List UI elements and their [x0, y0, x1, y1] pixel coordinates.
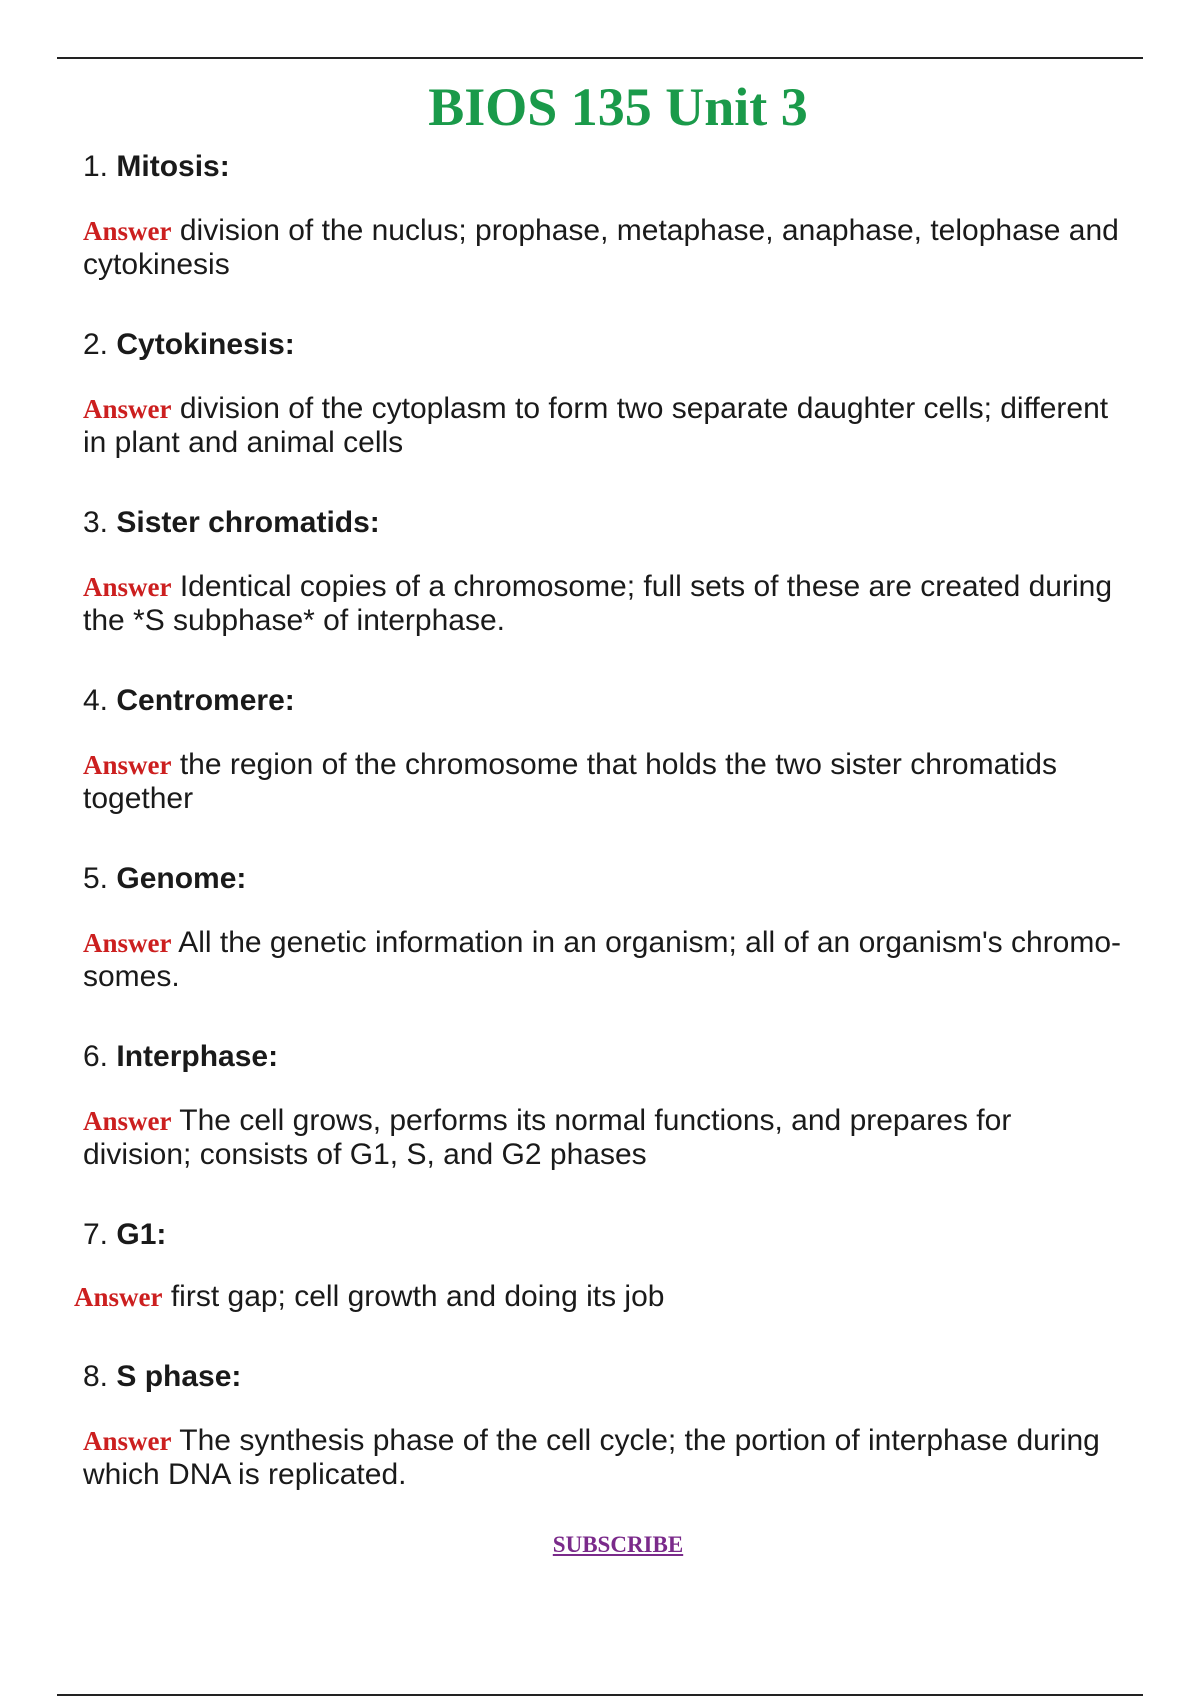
answer — [74, 1280, 1128, 1314]
question-term: S phase: — [116, 1360, 242, 1393]
question-term: Centromere: — [116, 684, 295, 717]
answer-label: Answer — [83, 216, 172, 246]
top-divider — [57, 57, 1143, 59]
answer-text: division of the cytoplasm to form two separate daughter cells; different in plant and animal cells — [83, 392, 1109, 459]
page-title: BIOS 135 Unit 3 — [428, 77, 808, 137]
answer-label: Answer — [83, 750, 172, 780]
question-number: 2. — [83, 328, 109, 361]
question — [83, 1214, 1128, 1256]
answer — [83, 1424, 1128, 1492]
question-number: 8. — [83, 1360, 109, 1393]
answer-label: Answer — [83, 1426, 172, 1456]
answer — [83, 214, 1128, 282]
qa-item — [83, 1036, 1128, 1214]
question-term: Genome: — [116, 862, 247, 895]
question-number: 7. — [83, 1218, 109, 1251]
answer-label: Answer — [83, 1106, 172, 1136]
question — [83, 680, 1128, 722]
question — [83, 324, 1128, 366]
question-number: 1. — [83, 150, 109, 183]
qa-list — [74, 146, 1128, 1534]
qa-item — [83, 146, 1128, 324]
answer-text: the region of the chromosome that holds the two sister chromatids together — [83, 748, 1057, 815]
question-term: Cytokinesis: — [116, 328, 295, 361]
answer-text: Identical copies of a chromosome; full sets of these are created during the *S subphase* of interphase. — [83, 570, 1113, 637]
question-term: G1: — [116, 1218, 167, 1251]
answer-text: All the genetic information in an organism; all of an organism's chromo- somes. — [83, 926, 1122, 993]
answer-text: The synthesis phase of the cell cycle; the portion of interphase during which DNA is replicated. — [83, 1424, 1100, 1491]
qa-item — [83, 1356, 1128, 1534]
qa-item — [83, 502, 1128, 680]
question — [83, 146, 1128, 188]
answer-text: division of the nuclus; prophase, metaphase, anaphase, telophase and cytokinesis — [83, 214, 1119, 281]
answer-label: Answer — [83, 928, 172, 958]
question-term: Mitosis: — [116, 150, 230, 183]
answer-label: Answer — [83, 394, 172, 424]
question-number: 3. — [83, 506, 109, 539]
subscribe-link[interactable]: SUBSCRIBE — [552, 1532, 684, 1557]
answer-label: Answer — [74, 1282, 163, 1312]
question-number: 6. — [83, 1040, 109, 1073]
answer — [83, 1104, 1128, 1172]
answer-text: first gap; cell growth and doing its job — [170, 1280, 665, 1313]
question — [83, 1356, 1128, 1398]
question — [83, 502, 1128, 544]
question-term: Sister chromatids: — [116, 506, 380, 539]
bottom-divider — [57, 1694, 1143, 1696]
answer-text: The cell grows, performs its normal functions, and prepares for division; consists of G1, S, and G2 phases — [83, 1104, 1012, 1171]
question — [83, 858, 1128, 900]
question-number: 5. — [83, 862, 109, 895]
answer — [83, 748, 1128, 816]
qa-item — [83, 324, 1128, 502]
answer — [83, 926, 1128, 994]
question-term: Interphase: — [116, 1040, 279, 1073]
qa-item — [74, 1214, 1128, 1356]
question-number: 4. — [83, 684, 109, 717]
question — [83, 1036, 1128, 1078]
qa-item — [83, 858, 1128, 1036]
qa-item — [83, 680, 1128, 858]
answer-label: Answer — [83, 572, 172, 602]
answer — [83, 392, 1128, 460]
answer — [83, 570, 1128, 638]
